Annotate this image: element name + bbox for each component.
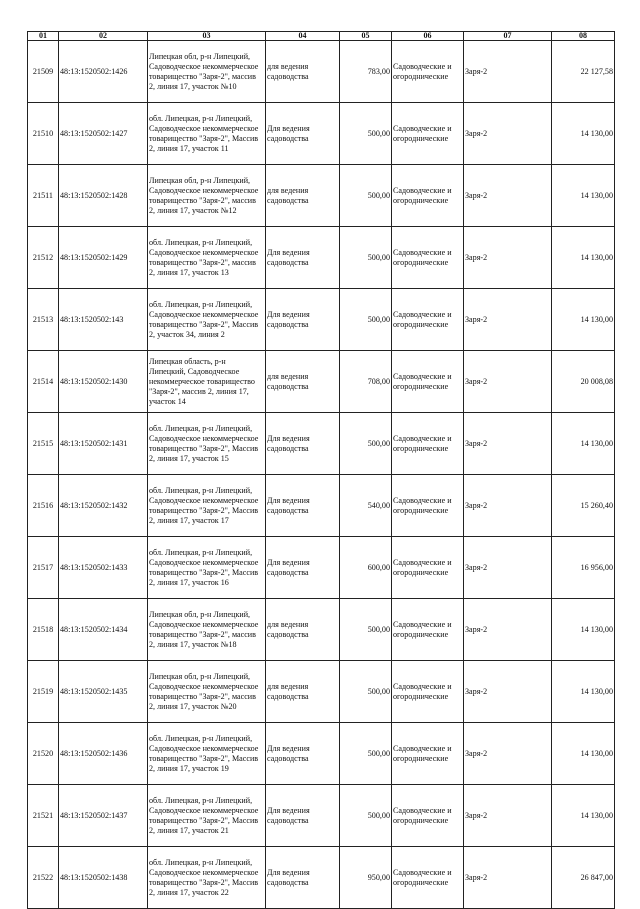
cadastral-value: 26 847,00 bbox=[552, 847, 615, 909]
settlement: Заря-2 bbox=[464, 289, 552, 351]
record-number: 21517 bbox=[28, 537, 59, 599]
cadastral-value: 14 130,00 bbox=[552, 661, 615, 723]
record-number: 21514 bbox=[28, 351, 59, 413]
address: Липецкая обл, р-н Липецкий, Садоводческое некоммерческое товарищество "Заря-2", массив 2, линия 17, участок №18 bbox=[148, 599, 266, 661]
address: обл. Липецкая, р-н Липецкий, Садоводческое некоммерческое товарищество "Заря-2", массив 2, линия 17, участок 13 bbox=[148, 227, 266, 289]
permitted-use: Для ведения садоводства bbox=[266, 785, 340, 847]
cadastral-number: 48:13:1520502:1437 bbox=[59, 785, 148, 847]
permitted-use: Для ведения садоводства bbox=[266, 289, 340, 351]
column-header-02: 02 bbox=[59, 32, 148, 41]
table-row bbox=[28, 351, 615, 413]
land-category: Садоводческие и огороднические bbox=[392, 785, 464, 847]
record-number: 21520 bbox=[28, 723, 59, 785]
record-number: 21516 bbox=[28, 475, 59, 537]
cadastral-value: 14 130,00 bbox=[552, 103, 615, 165]
table-row bbox=[28, 599, 615, 661]
area: 500,00 bbox=[340, 165, 392, 227]
area: 708,00 bbox=[340, 351, 392, 413]
permitted-use: для ведения садоводства bbox=[266, 661, 340, 723]
cadastral-value: 14 130,00 bbox=[552, 165, 615, 227]
settlement: Заря-2 bbox=[464, 41, 552, 103]
area: 500,00 bbox=[340, 785, 392, 847]
table-row bbox=[28, 227, 615, 289]
area: 540,00 bbox=[340, 475, 392, 537]
settlement: Заря-2 bbox=[464, 227, 552, 289]
cadastral-number: 48:13:1520502:143 bbox=[59, 289, 148, 351]
cadastral-number: 48:13:1520502:1429 bbox=[59, 227, 148, 289]
permitted-use: Для ведения садоводства bbox=[266, 847, 340, 909]
address: Липецкая обл, р-н Липецкий, Садоводческое некоммерческое товарищество "Заря-2", массив 2, линия 17, участок №10 bbox=[148, 41, 266, 103]
area: 500,00 bbox=[340, 289, 392, 351]
cadastral-value: 14 130,00 bbox=[552, 723, 615, 785]
header-row bbox=[28, 32, 615, 41]
address: Липецкая обл, р-н Липецкий, Садоводческое некоммерческое товарищество "Заря-2", массив 2, линия 17, участок №12 bbox=[148, 165, 266, 227]
land-category: Садоводческие и огороднические bbox=[392, 661, 464, 723]
land-category: Садоводческие и огороднические bbox=[392, 289, 464, 351]
land-registry-table bbox=[27, 31, 615, 909]
settlement: Заря-2 bbox=[464, 475, 552, 537]
cadastral-number: 48:13:1520502:1432 bbox=[59, 475, 148, 537]
table-row bbox=[28, 661, 615, 723]
cadastral-number: 48:13:1520502:1436 bbox=[59, 723, 148, 785]
land-category: Садоводческие и огороднические bbox=[392, 165, 464, 227]
area: 500,00 bbox=[340, 103, 392, 165]
record-number: 21509 bbox=[28, 41, 59, 103]
column-header-04: 04 bbox=[266, 32, 340, 41]
cadastral-number: 48:13:1520502:1434 bbox=[59, 599, 148, 661]
cadastral-value: 15 260,40 bbox=[552, 475, 615, 537]
table-row bbox=[28, 165, 615, 227]
table-row bbox=[28, 475, 615, 537]
cadastral-number: 48:13:1520502:1433 bbox=[59, 537, 148, 599]
land-category: Садоводческие и огороднические bbox=[392, 227, 464, 289]
settlement: Заря-2 bbox=[464, 351, 552, 413]
area: 500,00 bbox=[340, 723, 392, 785]
cadastral-number: 48:13:1520502:1428 bbox=[59, 165, 148, 227]
settlement: Заря-2 bbox=[464, 847, 552, 909]
cadastral-value: 22 127,58 bbox=[552, 41, 615, 103]
land-category: Садоводческие и огороднические bbox=[392, 847, 464, 909]
address: обл. Липецкая, р-н Липецкий, Садоводческое некоммерческое товарищество "Заря-2", Массив 2, линия 17, участок 21 bbox=[148, 785, 266, 847]
address: Липецкая область, р-н Липецкий, Садоводческое некоммерческое товарищество "Заря-2", массив 2, линия 17, участок 14 bbox=[148, 351, 266, 413]
record-number: 21518 bbox=[28, 599, 59, 661]
permitted-use: для ведения садоводства bbox=[266, 41, 340, 103]
cadastral-number: 48:13:1520502:1426 bbox=[59, 41, 148, 103]
table-row bbox=[28, 537, 615, 599]
table-row bbox=[28, 723, 615, 785]
address: обл. Липецкая, р-н Липецкий, Садоводческое некоммерческое товарищество "Заря-2", Массив 2, линия 17, участок 19 bbox=[148, 723, 266, 785]
cadastral-value: 14 130,00 bbox=[552, 289, 615, 351]
settlement: Заря-2 bbox=[464, 165, 552, 227]
table-row bbox=[28, 785, 615, 847]
area: 783,00 bbox=[340, 41, 392, 103]
address: обл. Липецкая, р-н Липецкий, Садоводческое некоммерческое товарищество "Заря-2", Массив 2, линия 17, участок 15 bbox=[148, 413, 266, 475]
address: обл. Липецкая, р-н Липецкий, Садоводческое некоммерческое товарищество "Заря-2", Массив 2, линия 17, участок 17 bbox=[148, 475, 266, 537]
table-row bbox=[28, 289, 615, 351]
cadastral-number: 48:13:1520502:1438 bbox=[59, 847, 148, 909]
permitted-use: Для ведения садоводства bbox=[266, 537, 340, 599]
record-number: 21515 bbox=[28, 413, 59, 475]
permitted-use: для ведения садоводства bbox=[266, 599, 340, 661]
land-category: Садоводческие и огороднические bbox=[392, 723, 464, 785]
area: 500,00 bbox=[340, 413, 392, 475]
cadastral-number: 48:13:1520502:1427 bbox=[59, 103, 148, 165]
permitted-use: для ведения садоводства bbox=[266, 351, 340, 413]
area: 500,00 bbox=[340, 599, 392, 661]
permitted-use: Для ведения садоводства bbox=[266, 723, 340, 785]
land-category: Садоводческие и огороднические bbox=[392, 537, 464, 599]
cadastral-number: 48:13:1520502:1431 bbox=[59, 413, 148, 475]
settlement: Заря-2 bbox=[464, 661, 552, 723]
land-category: Садоводческие и огороднические bbox=[392, 599, 464, 661]
land-category: Садоводческие и огороднические bbox=[392, 103, 464, 165]
land-category: Садоводческие и огороднические bbox=[392, 413, 464, 475]
address: обл. Липецкая, р-н Липецкий, Садоводческое некоммерческое товарищество "Заря-2", Массив 2, линия 17, участок 16 bbox=[148, 537, 266, 599]
cadastral-number: 48:13:1520502:1430 bbox=[59, 351, 148, 413]
record-number: 21513 bbox=[28, 289, 59, 351]
address: обл. Липецкая, р-н Липецкий, Садоводческое некоммерческое товарищество "Заря-2", Массив 2, линия 17, участок 22 bbox=[148, 847, 266, 909]
cadastral-number: 48:13:1520502:1435 bbox=[59, 661, 148, 723]
column-header-01: 01 bbox=[28, 32, 59, 41]
table-row bbox=[28, 413, 615, 475]
permitted-use: Для ведения садоводства bbox=[266, 227, 340, 289]
record-number: 21521 bbox=[28, 785, 59, 847]
permitted-use: Для ведения садоводства bbox=[266, 475, 340, 537]
area: 950,00 bbox=[340, 847, 392, 909]
table-row bbox=[28, 41, 615, 103]
address: обл. Липецкая, р-н Липецкий, Садоводческое некоммерческое товарищество "Заря-2", Массив 2, участок 34, линия 2 bbox=[148, 289, 266, 351]
cadastral-value: 14 130,00 bbox=[552, 227, 615, 289]
land-category: Садоводческие и огороднические bbox=[392, 41, 464, 103]
column-header-05: 05 bbox=[340, 32, 392, 41]
settlement: Заря-2 bbox=[464, 537, 552, 599]
area: 500,00 bbox=[340, 661, 392, 723]
record-number: 21511 bbox=[28, 165, 59, 227]
settlement: Заря-2 bbox=[464, 723, 552, 785]
record-number: 21522 bbox=[28, 847, 59, 909]
area: 600,00 bbox=[340, 537, 392, 599]
address: обл. Липецкая, р-н Липецкий, Садоводческое некоммерческое товарищество "Заря-2", Массив 2, линия 17, участок 11 bbox=[148, 103, 266, 165]
record-number: 21510 bbox=[28, 103, 59, 165]
settlement: Заря-2 bbox=[464, 599, 552, 661]
permitted-use: Для ведения садоводства bbox=[266, 103, 340, 165]
settlement: Заря-2 bbox=[464, 103, 552, 165]
column-header-08: 08 bbox=[552, 32, 615, 41]
permitted-use: Для ведения садоводства bbox=[266, 413, 340, 475]
table-row bbox=[28, 847, 615, 909]
record-number: 21519 bbox=[28, 661, 59, 723]
settlement: Заря-2 bbox=[464, 785, 552, 847]
column-header-07: 07 bbox=[464, 32, 552, 41]
cadastral-value: 16 956,00 bbox=[552, 537, 615, 599]
record-number: 21512 bbox=[28, 227, 59, 289]
address: Липецкая обл, р-н Липецкий, Садоводческое некоммерческое товарищество "Заря-2", массив 2, линия 17, участок №20 bbox=[148, 661, 266, 723]
land-category: Садоводческие и огороднические bbox=[392, 351, 464, 413]
settlement: Заря-2 bbox=[464, 413, 552, 475]
permitted-use: для ведения садоводства bbox=[266, 165, 340, 227]
column-header-06: 06 bbox=[392, 32, 464, 41]
land-category: Садоводческие и огороднические bbox=[392, 475, 464, 537]
cadastral-value: 14 130,00 bbox=[552, 599, 615, 661]
area: 500,00 bbox=[340, 227, 392, 289]
cadastral-value: 14 130,00 bbox=[552, 413, 615, 475]
column-header-03: 03 bbox=[148, 32, 266, 41]
cadastral-value: 20 008,08 bbox=[552, 351, 615, 413]
cadastral-value: 14 130,00 bbox=[552, 785, 615, 847]
table-row bbox=[28, 103, 615, 165]
